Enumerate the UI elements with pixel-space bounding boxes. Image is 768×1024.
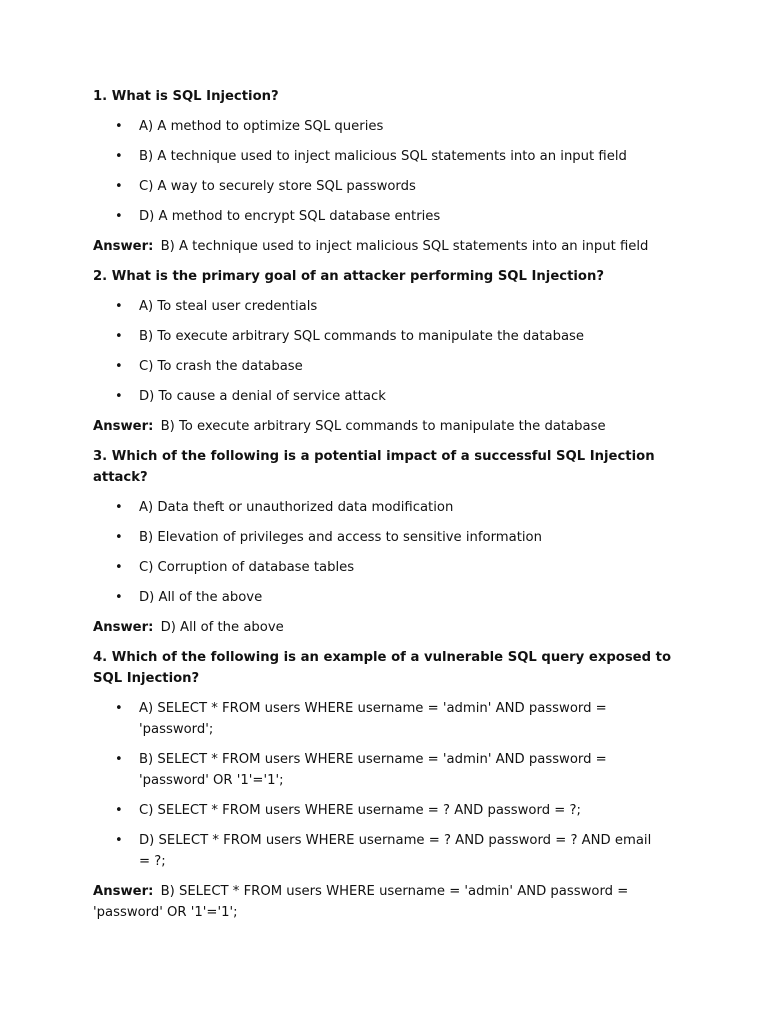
question-3 bbox=[93, 446, 672, 638]
option-item: • D) To cause a denial of service attack bbox=[139, 386, 672, 407]
answer-line bbox=[93, 881, 672, 923]
question-title: 4. Which of the following is an example of a vulnerable SQL query exposed to SQL Injection? bbox=[93, 650, 672, 686]
option-item: • A) To steal user credentials bbox=[139, 296, 672, 317]
answer-text: B) SELECT * FROM users WHERE username = 'admin' AND password = 'password' OR '1'='1'; bbox=[93, 884, 629, 920]
option-item: • B) A technique used to inject malicious SQL statements into an input field bbox=[139, 146, 672, 167]
options-list bbox=[93, 296, 672, 407]
answer-text: B) A technique used to inject malicious SQL statements into an input field bbox=[160, 239, 649, 254]
question-1 bbox=[93, 86, 672, 257]
question-title: 2. What is the primary goal of an attacker performing SQL Injection? bbox=[93, 269, 605, 284]
question-2 bbox=[93, 266, 672, 437]
answer-label: Answer: bbox=[93, 239, 154, 254]
answer-label: Answer: bbox=[93, 884, 154, 899]
option-item: • A) A method to optimize SQL queries bbox=[139, 116, 672, 137]
option-item: • C) A way to securely store SQL passwords bbox=[139, 176, 672, 197]
option-item: • C) Corruption of database tables bbox=[139, 557, 672, 578]
option-item: • A) Data theft or unauthorized data modification bbox=[139, 497, 672, 518]
options-list bbox=[93, 497, 672, 608]
answer-line bbox=[93, 416, 672, 437]
option-item: • B) SELECT * FROM users WHERE username = 'admin' AND password = 'password' OR '1'='1'; bbox=[139, 749, 672, 791]
option-item: • D) A method to encrypt SQL database entries bbox=[139, 206, 672, 227]
option-item: • B) To execute arbitrary SQL commands to manipulate the database bbox=[139, 326, 672, 347]
question-4 bbox=[93, 647, 672, 923]
answer-line bbox=[93, 617, 672, 638]
option-item: • D) SELECT * FROM users WHERE username = ? AND password = ? AND email = ?; bbox=[139, 830, 672, 872]
option-item: • D) All of the above bbox=[139, 587, 672, 608]
options-list bbox=[93, 116, 672, 227]
option-item: • A) SELECT * FROM users WHERE username = 'admin' AND password = 'password'; bbox=[139, 698, 672, 740]
answer-label: Answer: bbox=[93, 419, 154, 434]
question-title: 1. What is SQL Injection? bbox=[93, 89, 279, 104]
answer-label: Answer: bbox=[93, 620, 154, 635]
answer-text: B) To execute arbitrary SQL commands to manipulate the database bbox=[160, 419, 606, 434]
option-item: • C) To crash the database bbox=[139, 356, 672, 377]
answer-line bbox=[93, 236, 672, 257]
options-list bbox=[93, 698, 672, 872]
option-item: • C) SELECT * FROM users WHERE username = ? AND password = ?; bbox=[139, 800, 672, 821]
question-title: 3. Which of the following is a potential impact of a successful SQL Injection attack? bbox=[93, 449, 655, 485]
answer-text: D) All of the above bbox=[160, 620, 284, 635]
option-item: • B) Elevation of privileges and access to sensitive information bbox=[139, 527, 672, 548]
